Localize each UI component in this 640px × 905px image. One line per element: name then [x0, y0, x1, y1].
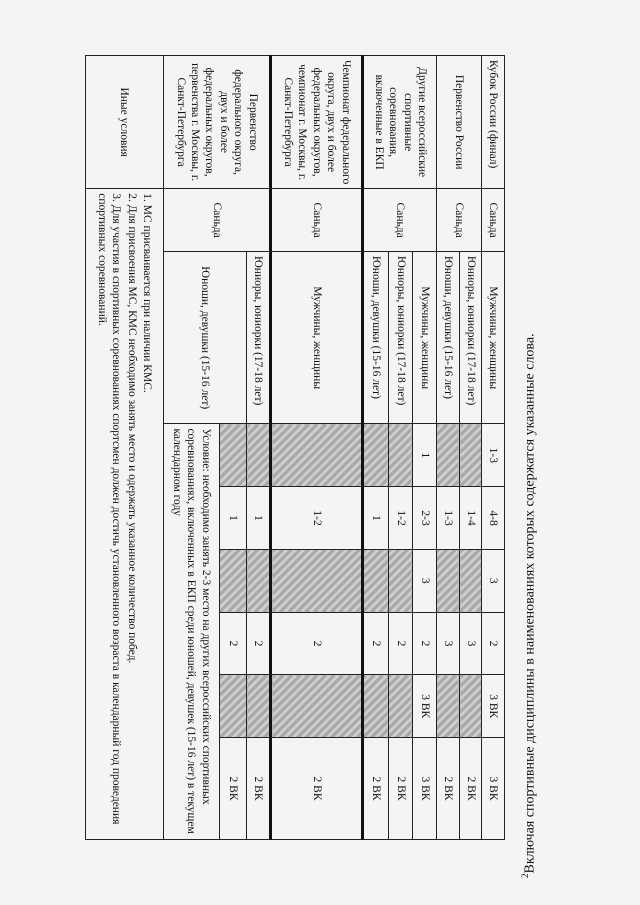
hatched-cell: [219, 424, 247, 487]
footnote: [520, 333, 539, 878]
group-cell: Юниоры, юниорки (17-18 лет): [247, 251, 271, 423]
hatched-cell: [363, 549, 389, 612]
hatched-cell: [388, 675, 412, 738]
discipline-cell: Саньда: [363, 189, 437, 252]
value-cell: 2: [412, 612, 436, 675]
hatched-cell: [219, 675, 247, 738]
hatched-cell: [247, 549, 271, 612]
hatched-cell: [437, 424, 460, 487]
value-cell: 1-4: [459, 487, 482, 550]
value-cell: 2 ВК: [271, 738, 363, 840]
value-cell: 3 ВК: [482, 738, 505, 840]
competition-cell: Чемпионат федерального округа, двух и более федеральных округов, чемпионат г. Москвы, г. Санкт-Петербурга: [271, 56, 363, 189]
value-cell: 2 ВК: [247, 738, 271, 840]
value-cell: 2 ВК: [219, 738, 247, 840]
value-cell: 2-3: [412, 487, 436, 550]
hatched-cell: [437, 675, 460, 738]
value-cell: 3: [412, 549, 436, 612]
hatched-cell: [247, 675, 271, 738]
discipline-cell: Саньда: [163, 189, 271, 252]
condition-item: 1. МС присваивается при наличии КМС.: [141, 193, 154, 393]
competition-cell: Первенство России: [437, 56, 482, 189]
group-cell: Юноши, девушки (15-16 лет): [363, 251, 389, 423]
value-cell: 1-3: [437, 487, 460, 550]
hatched-cell: [388, 549, 412, 612]
discipline-cell: Саньда: [482, 189, 505, 252]
footnote-text: Включая спортивные дисциплины в наименованиях которых содержатся указанные слова.: [522, 333, 538, 874]
value-cell: 2 ВК: [437, 738, 460, 840]
hatched-cell: [271, 424, 363, 487]
value-cell: 3 ВК: [412, 738, 436, 840]
table-row: [412, 56, 436, 840]
value-cell: 4-8: [482, 487, 505, 550]
group-cell: Юноши, девушки (15-16 лет): [163, 251, 247, 423]
hatched-cell: [219, 549, 247, 612]
hatched-cell: [459, 549, 482, 612]
value-cell: 3: [459, 612, 482, 675]
value-cell: 2: [363, 612, 389, 675]
competition-cell: Первенство федерального округа, двух и более федеральных округов, первенства г. Москвы, г. Санкт-Петербурга: [163, 56, 271, 189]
table-row: [86, 56, 164, 840]
competition-cell: Другие всероссийские спортивные соревнования, включенные в ЕКП: [363, 56, 437, 189]
value-cell: 3 ВК: [412, 675, 436, 738]
group-cell: Мужчины, женщины: [412, 251, 436, 423]
group-cell: Юниоры, юниорки (17-18 лет): [388, 251, 412, 423]
value-cell: 2: [388, 612, 412, 675]
condition-cell: Условие: необходимо занять 2-3 место на других всероссийских спортивных соревнованиях, включенных в ЕКП среди юношей, девушек (15-16 лет) в текущем календарном году: [163, 424, 219, 840]
value-cell: 2: [271, 612, 363, 675]
condition-item: 3. Для участия в спортивных соревнованиях спортсмен должен достичь установленного возраста в календарный год проведения спортивных соревнований.: [95, 193, 123, 825]
competition-cell: Кубок России (финал): [482, 56, 505, 189]
hatched-cell: [459, 424, 482, 487]
value-cell: 1: [219, 487, 247, 550]
group-cell: Мужчины, женщины: [482, 251, 505, 423]
table-row: [247, 56, 271, 840]
hatched-cell: [363, 675, 389, 738]
hatched-cell: [388, 424, 412, 487]
discipline-cell: Саньда: [437, 189, 482, 252]
value-cell: 3: [437, 612, 460, 675]
group-cell: Мужчины, женщины: [271, 251, 363, 423]
discipline-cell: Саньда: [271, 189, 363, 252]
condition-item: 2. Для присвоения МС, КМС необходимо занять место и одержать указанное количество побед.: [125, 193, 138, 664]
table-row: [482, 56, 505, 840]
hatched-cell: [363, 424, 389, 487]
footnote-marker: 2: [520, 873, 530, 878]
value-cell: 1: [363, 487, 389, 550]
value-cell: 1-2: [271, 487, 363, 550]
value-cell: 1: [412, 424, 436, 487]
table-row: [459, 56, 482, 840]
value-cell: 2 ВК: [363, 738, 389, 840]
value-cell: 1-2: [388, 487, 412, 550]
other-conditions-list: [86, 189, 164, 840]
hatched-cell: [437, 549, 460, 612]
hatched-cell: [247, 424, 271, 487]
value-cell: 1: [247, 487, 271, 550]
rotated-table-area: [85, 55, 505, 840]
value-cell: 2: [219, 612, 247, 675]
value-cell: 1-3: [482, 424, 505, 487]
group-cell: Юноши, девушки (15-16 лет): [437, 251, 460, 423]
rank-table: [85, 55, 505, 840]
value-cell: 2 ВК: [388, 738, 412, 840]
table-row: [271, 56, 363, 840]
value-cell: 2 ВК: [459, 738, 482, 840]
value-cell: 2: [482, 612, 505, 675]
group-cell: Юниоры, юниорки (17-18 лет): [459, 251, 482, 423]
hatched-cell: [459, 675, 482, 738]
value-cell: 3: [482, 549, 505, 612]
hatched-cell: [271, 549, 363, 612]
value-cell: 3 ВК: [482, 675, 505, 738]
value-cell: 2: [247, 612, 271, 675]
other-conditions-label: Иные условия: [86, 56, 164, 189]
hatched-cell: [271, 675, 363, 738]
